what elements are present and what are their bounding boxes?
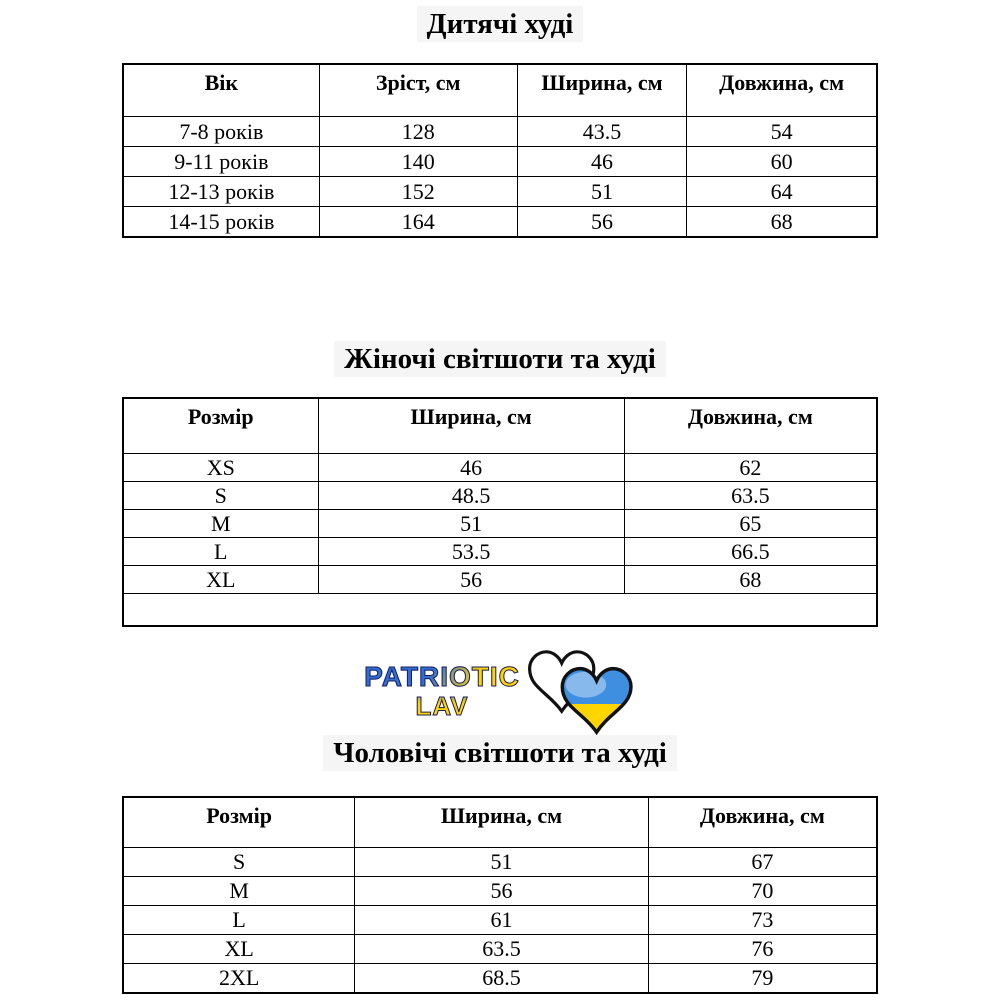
empty-row (123, 594, 877, 627)
table-cell: 63.5 (355, 935, 649, 964)
table-cell: 12-13 років (123, 177, 319, 207)
women-table-title (0, 343, 1000, 376)
table-cell: 73 (648, 906, 877, 935)
column-header: Вік (123, 64, 319, 117)
table-cell: XS (123, 454, 318, 482)
table-cell: L (123, 906, 355, 935)
children-table-title (0, 8, 1000, 41)
two-hearts-ukraine-flag-icon (524, 647, 636, 735)
table-row (123, 177, 877, 207)
table-cell: M (123, 877, 355, 906)
table-cell: 14-15 років (123, 207, 319, 238)
header-row (123, 398, 877, 454)
brand-logo-text (364, 662, 520, 720)
table-cell: XL (123, 566, 318, 594)
table-row (123, 566, 877, 594)
table-row (123, 454, 877, 482)
table-cell: 128 (319, 117, 517, 147)
table-cell: 65 (624, 510, 877, 538)
table-cell: 62 (624, 454, 877, 482)
table-cell: 64 (687, 177, 877, 207)
table-cell: 60 (687, 147, 877, 177)
table-row (123, 935, 877, 964)
table-row (123, 877, 877, 906)
table-cell: 7-8 років (123, 117, 319, 147)
children-size-table (122, 63, 878, 238)
table-row (123, 906, 877, 935)
table-cell: L (123, 538, 318, 566)
brand-logo (0, 647, 1000, 735)
table-cell: 68.5 (355, 964, 649, 994)
children-table-title-text: Дитячі худі (417, 6, 584, 42)
men-table-title (0, 737, 1000, 770)
column-header: Ширина, см (355, 797, 649, 848)
men-size-table (122, 796, 878, 994)
table-cell: 70 (648, 877, 877, 906)
table-cell: 66.5 (624, 538, 877, 566)
column-header: Розмір (123, 797, 355, 848)
table-cell: 56 (517, 207, 687, 238)
table-cell: 54 (687, 117, 877, 147)
women-size-table (122, 397, 878, 627)
table-row (123, 848, 877, 877)
table-cell: XL (123, 935, 355, 964)
table-cell: 48.5 (318, 482, 624, 510)
brand-name-line1: PATRIOTIC (364, 661, 520, 692)
flag-heart-icon (560, 666, 633, 735)
table-cell: 63.5 (624, 482, 877, 510)
table-cell: 164 (319, 207, 517, 238)
table-cell: 9-11 років (123, 147, 319, 177)
table-cell: S (123, 482, 318, 510)
table-cell: 46 (318, 454, 624, 482)
table-row (123, 207, 877, 238)
table-cell: M (123, 510, 318, 538)
table-row (123, 538, 877, 566)
table-cell: 140 (319, 147, 517, 177)
table-row (123, 117, 877, 147)
women-table-title-text: Жіночі світшоти та худі (334, 341, 666, 377)
table-cell: 56 (318, 566, 624, 594)
table-cell: 152 (319, 177, 517, 207)
table-cell: 67 (648, 848, 877, 877)
table-cell: 51 (355, 848, 649, 877)
column-header: Довжина, см (687, 64, 877, 117)
table-cell: 2XL (123, 964, 355, 994)
column-header: Зріст, см (319, 64, 517, 117)
empty-cell (123, 594, 877, 627)
table-row (123, 482, 877, 510)
table-cell: 68 (687, 207, 877, 238)
table-row (123, 964, 877, 994)
table-cell: 76 (648, 935, 877, 964)
table-cell: 79 (648, 964, 877, 994)
column-header: Ширина, см (517, 64, 687, 117)
table-row (123, 147, 877, 177)
table-cell: 43.5 (517, 117, 687, 147)
column-header: Довжина, см (648, 797, 877, 848)
header-row (123, 797, 877, 848)
column-header: Довжина, см (624, 398, 877, 454)
table-cell: S (123, 848, 355, 877)
table-cell: 68 (624, 566, 877, 594)
table-cell: 61 (355, 906, 649, 935)
column-header: Розмір (123, 398, 318, 454)
table-cell: 56 (355, 877, 649, 906)
table-cell: 51 (318, 510, 624, 538)
table-row (123, 510, 877, 538)
header-row (123, 64, 877, 117)
table-cell: 51 (517, 177, 687, 207)
brand-name-line2: LAV (364, 692, 520, 720)
column-header: Ширина, см (318, 398, 624, 454)
table-cell: 53.5 (318, 538, 624, 566)
men-table-title-text: Чоловічі світшоти та худі (323, 735, 677, 771)
table-cell: 46 (517, 147, 687, 177)
